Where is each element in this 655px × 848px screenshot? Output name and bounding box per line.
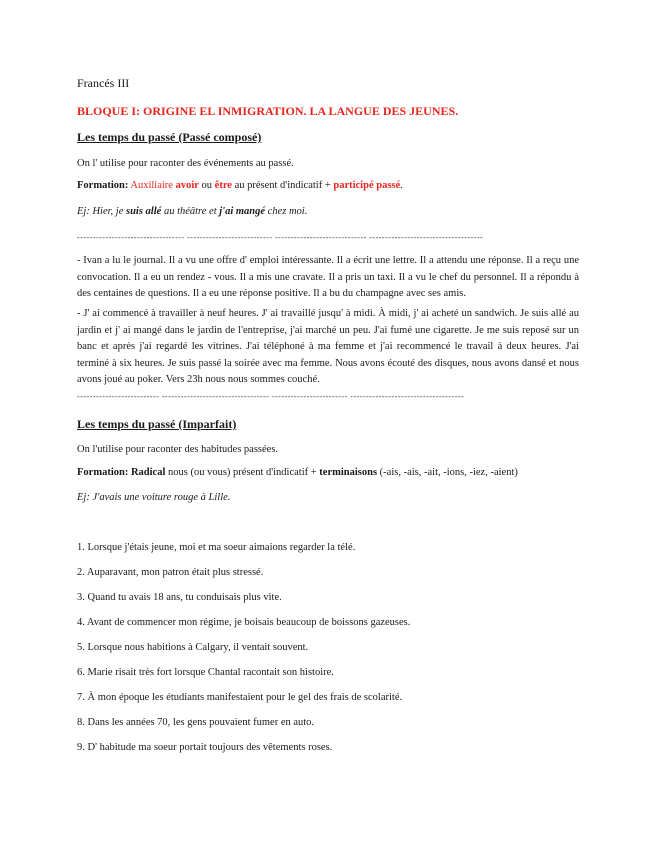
pc-etre: être [214,180,232,191]
imp-endings: (-ais, -ais, -ait, -ions, -iez, -aient) [379,467,518,478]
paragraph-ivan: - Ivan a lu le journal. Il a vu une offre d' emploi intéressante. Il a écrit une lettre. Il a attendu une réponse. Il a reçu une convocation. Il a eu un rendez - vous. Il a mis une cravate. Il a pris un taxi. Il a vu le chef du personnel. Il a répondu à des centaines de questions. Il a eu une réponse positive. Il a bu du champagne avec ses amis. [77,255,579,299]
imp-formation [77,467,518,479]
list-item: 2. Auparavant, mon patron était plus stressé. [77,567,264,578]
separator-line-2: -------------------------- ---------------------------------- ------------------------ ------------------------------------ [77,392,465,401]
pc-ex-suffix: chez moi. [267,206,308,217]
imp-example: Ej: J'avais une voiture rouge à Lille. [77,492,231,503]
pc-mid: au présent d'indicatif + [234,180,331,191]
list-item: 4. Avant de commencer mon régime, je boisais beaucoup de boissons gazeuses. [77,617,411,628]
bloque-title: BLOQUE I: ORIGINE EL INMIGRATION. LA LANGUE DES JEUNES. [77,104,459,118]
pc-formation [77,180,403,192]
pc-usage: On l' utilise pour raconter des événements au passé. [77,158,294,169]
imp-usage: On l'utilise pour raconter des habitudes passées. [77,444,279,455]
list-item: 1. Lorsque j'étais jeune, moi et ma soeur aimaions regarder la télé. [77,542,356,553]
heading-imparfait: Les temps du passé (Imparfait) [77,417,237,431]
imp-mid: nous (ou vous) présent d'indicatif + [168,467,317,478]
pc-avoir: avoir [175,180,199,191]
list-item: 8. Dans les années 70, les gens pouvaient fumer en auto. [77,717,315,728]
list-item: 3. Quand tu avais 18 ans, tu conduisais plus vite. [77,592,282,603]
list-item: 5. Lorsque nous habitions à Calgary, il ventait souvent. [77,642,309,653]
pc-ou: ou [201,180,213,191]
pc-aux-word: Auxiliaire [130,180,173,191]
imp-formation-label: Formation: [77,467,129,478]
pc-ex-mid: au théâtre et [163,206,217,217]
list-item: 9. D' habitude ma soeur portait toujours des vêtements roses. [77,742,333,753]
paragraph-travail: - J' ai commencé à travailler à neuf heures. J' ai travaillé jusqu' à midi. À midi, j' ai acheté un sandwich. Je suis allé au jardin et j' ai mangé dans le jardin de l'entreprise, j'ai marché un peu. J'ai fumé une cigarette. Je me suis reposé sur un banc et après j'ai regardé les vitrines. J'ai téléphoné à ma femme et j'ai recommencé le travail à deux heures. J'ai terminé à six heures. Je suis passé la soirée avec ma femme. Nous avons écouté des disques, nous avons dansé et nous avons joué au poker. Vers 23h nous nous sommes couché. [77,308,579,385]
pc-example [77,206,307,218]
pc-ex-bold2: j'ai mangé [219,206,266,217]
course-title: Francés III [77,76,130,90]
separator-line: ---------------------------------- --------------------------- ----------------------------- ------------------------------------ [77,233,484,242]
heading-passe-compose: Les temps du passé (Passé composé) [77,130,262,144]
imp-radical: Radical [130,467,166,478]
pc-period: . [400,180,403,191]
pc-ex-prefix: Ej: Hier, je [77,206,124,217]
list-item: 6. Marie risait très fort lorsque Chantal racontait son histoire. [77,667,334,678]
pc-participe: participé passé [333,180,401,191]
imp-terminaisons: terminaisons [319,467,378,478]
pc-ex-bold1: suis allé [126,206,162,217]
list-item: 7. À mon époque les étudiants manifestaient pour le gel des frais de scolarité. [77,692,403,703]
pc-formation-label: Formation: [77,180,129,191]
